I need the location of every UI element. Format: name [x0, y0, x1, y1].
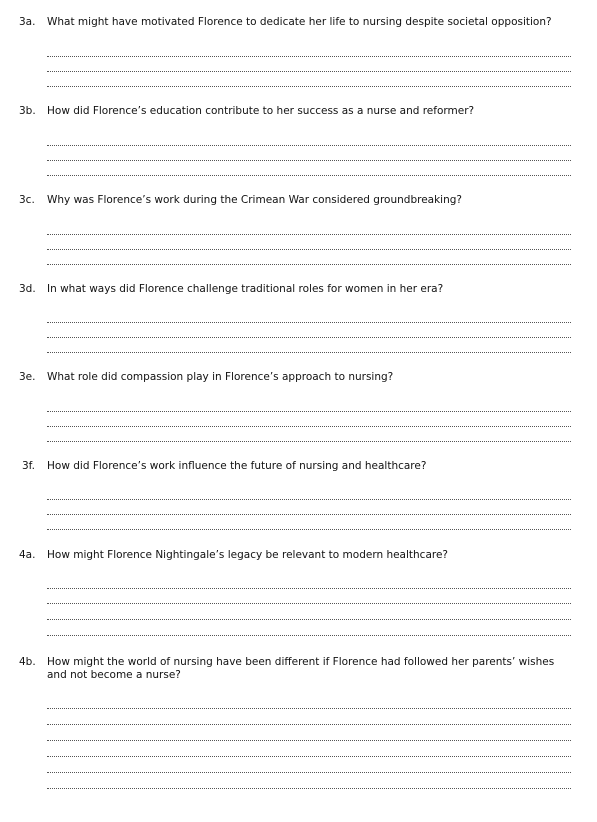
question-text: How did Florence’s work influence the future of nursing and healthcare?: [47, 460, 427, 472]
question-text: What role did compassion play in Florence’s approach to nursing?: [47, 371, 394, 383]
question-text: How might the world of nursing have been different if Florence had followed her parents’ wishes and not become a nurse?: [47, 656, 555, 681]
answer-line[interactable]: [47, 71, 571, 72]
question-number: 3f.: [22, 460, 35, 472]
answer-line[interactable]: [47, 322, 571, 323]
answer-line[interactable]: [47, 352, 571, 353]
answer-line[interactable]: [47, 724, 571, 725]
answer-line[interactable]: [47, 86, 571, 87]
answer-line[interactable]: [47, 411, 571, 412]
question-text: Why was Florence’s work during the Crimean War considered groundbreaking?: [47, 194, 462, 206]
answer-line[interactable]: [47, 788, 571, 789]
answer-line[interactable]: [47, 264, 571, 265]
question-text: What might have motivated Florence to dedicate her life to nursing despite societal opposition?: [47, 16, 552, 28]
answer-line[interactable]: [47, 56, 571, 57]
answer-line[interactable]: [47, 529, 571, 530]
question-number: 3a.: [19, 16, 36, 28]
answer-line[interactable]: [47, 160, 571, 161]
question-text: How did Florence’s education contribute to her success as a nurse and reformer?: [47, 105, 475, 117]
answer-line[interactable]: [47, 145, 571, 146]
question-number: 3b.: [19, 105, 36, 117]
question-number: 4a.: [19, 549, 36, 561]
question-text: How might Florence Nightingale’s legacy be relevant to modern healthcare?: [47, 549, 449, 561]
answer-line[interactable]: [47, 337, 571, 338]
answer-line[interactable]: [47, 249, 571, 250]
answer-line[interactable]: [47, 740, 571, 741]
answer-line[interactable]: [47, 756, 571, 757]
question-number: 3e.: [19, 371, 36, 383]
answer-line[interactable]: [47, 772, 571, 773]
answer-line[interactable]: [47, 175, 571, 176]
question-number: 3c.: [19, 194, 35, 206]
answer-line[interactable]: [47, 234, 571, 235]
answer-line[interactable]: [47, 619, 571, 620]
answer-line[interactable]: [47, 499, 571, 500]
question-text: In what ways did Florence challenge traditional roles for women in her era?: [47, 283, 444, 295]
answer-line[interactable]: [47, 514, 571, 515]
answer-line[interactable]: [47, 708, 571, 709]
answer-line[interactable]: [47, 441, 571, 442]
answer-line[interactable]: [47, 635, 571, 636]
answer-line[interactable]: [47, 603, 571, 604]
answer-line[interactable]: [47, 426, 571, 427]
question-number: 3d.: [19, 283, 36, 295]
answer-line[interactable]: [47, 588, 571, 589]
question-number: 4b.: [19, 656, 36, 668]
